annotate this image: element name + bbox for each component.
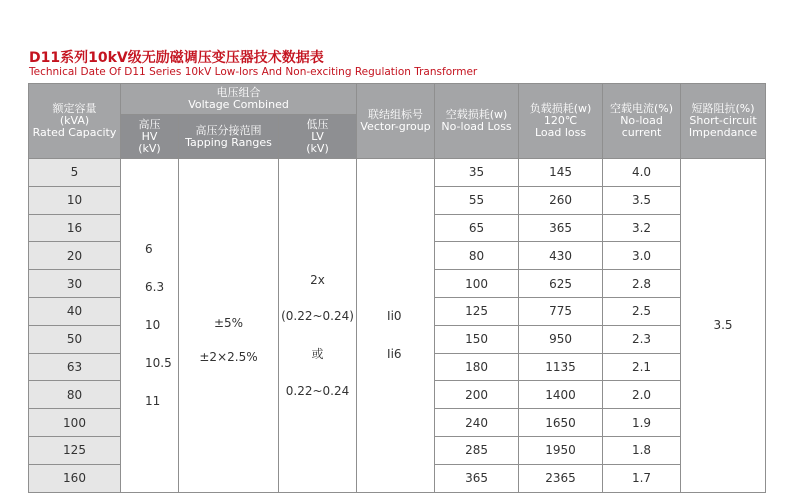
cell-noload-current: 1.7 bbox=[603, 464, 681, 492]
cell-capacity: 40 bbox=[29, 297, 121, 325]
cell-noload-loss: 100 bbox=[435, 270, 519, 298]
cell-load-loss: 775 bbox=[519, 297, 603, 325]
cell-noload-current: 2.5 bbox=[603, 297, 681, 325]
cell-noload-current: 2.3 bbox=[603, 325, 681, 353]
cell-noload-loss: 365 bbox=[435, 464, 519, 492]
vector-value: Ii0 bbox=[387, 309, 402, 324]
cell-noload-loss: 125 bbox=[435, 297, 519, 325]
cell-noload-current: 3.5 bbox=[603, 186, 681, 214]
cell-noload-loss: 150 bbox=[435, 325, 519, 353]
cell-tapping-group bbox=[179, 159, 279, 493]
cell-noload-loss: 80 bbox=[435, 242, 519, 270]
cell-capacity: 10 bbox=[29, 186, 121, 214]
cell-load-loss: 2365 bbox=[519, 464, 603, 492]
cell-load-loss: 1650 bbox=[519, 409, 603, 437]
cell-load-loss: 1950 bbox=[519, 436, 603, 464]
table-row bbox=[29, 159, 766, 187]
table-body bbox=[29, 159, 766, 493]
cell-capacity: 5 bbox=[29, 159, 121, 187]
cell-capacity: 16 bbox=[29, 214, 121, 242]
cell-lv-group bbox=[279, 159, 357, 493]
cell-capacity: 100 bbox=[29, 409, 121, 437]
transformer-spec-table bbox=[28, 83, 766, 493]
header-vector-group: 联结组标号 Vector-group bbox=[357, 84, 435, 159]
cell-capacity: 80 bbox=[29, 381, 121, 409]
cell-load-loss: 1400 bbox=[519, 381, 603, 409]
cell-noload-loss: 35 bbox=[435, 159, 519, 187]
cell-load-loss: 1135 bbox=[519, 353, 603, 381]
cell-load-loss: 430 bbox=[519, 242, 603, 270]
lv-value: 或 bbox=[311, 346, 324, 361]
cell-impedance: 3.5 bbox=[681, 159, 766, 493]
tapping-value: ±5% bbox=[213, 316, 244, 331]
vector-value: Ii6 bbox=[387, 347, 402, 362]
cell-vector-group bbox=[357, 159, 435, 493]
lv-value: (0.22~0.24) bbox=[281, 308, 354, 323]
cell-capacity: 20 bbox=[29, 242, 121, 270]
cell-noload-current: 1.9 bbox=[603, 409, 681, 437]
hv-value: 6 bbox=[145, 242, 153, 257]
cell-noload-current: 3.2 bbox=[603, 214, 681, 242]
header-load-loss: 负载损耗(w) 120℃ Load loss bbox=[519, 84, 603, 159]
cell-capacity: 63 bbox=[29, 353, 121, 381]
hv-value: 6.3 bbox=[145, 280, 165, 295]
cell-noload-current: 2.8 bbox=[603, 270, 681, 298]
cell-capacity: 125 bbox=[29, 436, 121, 464]
cell-load-loss: 365 bbox=[519, 214, 603, 242]
hv-value: 11 bbox=[145, 394, 161, 409]
hv-value: 10.5 bbox=[145, 356, 172, 371]
lv-value: 2x bbox=[310, 272, 325, 287]
cell-hv-group bbox=[121, 159, 179, 493]
table-header bbox=[29, 84, 766, 159]
table-title-cn: D11系列10kV级无励磁调压变压器技术数据表 bbox=[29, 50, 324, 66]
cell-noload-loss: 180 bbox=[435, 353, 519, 381]
cell-noload-current: 4.0 bbox=[603, 159, 681, 187]
cell-capacity: 160 bbox=[29, 464, 121, 492]
header-voltage-combined: 电压组合 Voltage Combined bbox=[121, 84, 357, 115]
cell-noload-current: 2.1 bbox=[603, 353, 681, 381]
cell-load-loss: 625 bbox=[519, 270, 603, 298]
header-tapping: 高压分接范围 Tapping Ranges bbox=[179, 115, 279, 159]
lv-value: 0.22~0.24 bbox=[285, 383, 350, 398]
cell-noload-current: 3.0 bbox=[603, 242, 681, 270]
header-lv: 低压 LV (kV) bbox=[279, 115, 357, 159]
table-title-en: Technical Date Of D11 Series 10kV Low-lors And Non-exciting Regulation Transformer bbox=[29, 66, 478, 78]
cell-noload-loss: 240 bbox=[435, 409, 519, 437]
cell-noload-loss: 65 bbox=[435, 214, 519, 242]
cell-capacity: 30 bbox=[29, 270, 121, 298]
cell-load-loss: 950 bbox=[519, 325, 603, 353]
header-impedance: 短路阻抗(%) Short-circuit Impendance bbox=[681, 84, 766, 159]
cell-load-loss: 145 bbox=[519, 159, 603, 187]
cell-noload-current: 1.8 bbox=[603, 436, 681, 464]
cell-capacity: 50 bbox=[29, 325, 121, 353]
hv-value: 10 bbox=[145, 318, 161, 333]
header-hv: 高压 HV (kV) bbox=[121, 115, 179, 159]
cell-noload-loss: 55 bbox=[435, 186, 519, 214]
cell-noload-current: 2.0 bbox=[603, 381, 681, 409]
header-noload-loss: 空载损耗(w) No-load Loss bbox=[435, 84, 519, 159]
cell-noload-loss: 285 bbox=[435, 436, 519, 464]
tapping-value: ±2×2.5% bbox=[199, 350, 258, 365]
header-noload-current: 空载电流(%) No-load current bbox=[603, 84, 681, 159]
cell-load-loss: 260 bbox=[519, 186, 603, 214]
cell-noload-loss: 200 bbox=[435, 381, 519, 409]
header-capacity: 额定容量 (kVA) Rated Capacity bbox=[29, 84, 121, 159]
